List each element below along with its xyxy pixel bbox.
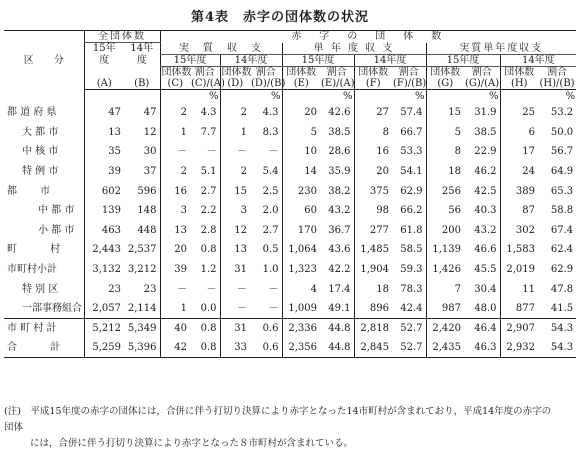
table-cell: 277	[354, 221, 392, 241]
table-cell: 0.5	[262, 244, 279, 256]
table-cell: 58.8	[550, 205, 574, 217]
table-cell: 0.8	[200, 244, 217, 256]
table-cell: 7.7	[200, 126, 217, 138]
table-cell: 1,064	[282, 240, 320, 260]
table-cell: －	[206, 283, 217, 295]
table-cell: 20	[282, 103, 320, 123]
tanendo-header: 単 年 度 収 支	[282, 43, 426, 55]
table-cell: 5.4	[262, 166, 279, 178]
table-cell: 66.2	[400, 205, 423, 217]
table-cell: 877	[500, 299, 538, 319]
table-cell: 8	[354, 123, 392, 143]
table-cell: 200	[426, 221, 464, 241]
table-row	[4, 338, 576, 358]
table-cell: 15	[220, 181, 250, 201]
table-row	[4, 260, 576, 280]
row-label: 中 都 市	[38, 205, 75, 217]
table-cell: 42.6	[328, 107, 351, 119]
table-cell: 53.3	[400, 146, 423, 158]
code-h: (H)	[500, 78, 538, 90]
table-cell: 0.8	[190, 338, 220, 358]
table-cell: 389	[500, 181, 538, 201]
table-cell: 30	[143, 146, 157, 158]
table-cell: 1	[160, 299, 190, 319]
table-cell: 4	[282, 279, 320, 299]
table-cell: 2.2	[200, 205, 217, 217]
year-14-h: 14年度	[500, 54, 576, 66]
table-cell: －	[220, 279, 250, 299]
table-row	[4, 181, 576, 201]
table-cell: 18	[426, 162, 464, 182]
table-cell: 987	[426, 299, 464, 319]
year-15-c: 15年度	[160, 54, 220, 66]
ratio-c: 割合	[194, 66, 215, 78]
y14-top: 14年	[130, 43, 154, 54]
table-cell: 13	[160, 221, 190, 241]
table-cell: 23	[84, 279, 124, 299]
table-cell: 2,907	[500, 319, 538, 339]
code-b: (B)	[124, 78, 160, 90]
table-cell: 5,212	[84, 319, 124, 339]
table-row	[4, 103, 576, 123]
table-cell: 58.5	[400, 244, 423, 256]
zen-header: 全団体数	[84, 31, 160, 43]
table-cell: 7	[426, 279, 464, 299]
table-cell: 28.6	[328, 146, 351, 158]
pct-f: %	[414, 90, 425, 102]
row-label: 合 計	[4, 338, 84, 358]
table-cell: 47.8	[550, 283, 574, 295]
table-cell: －	[206, 146, 217, 158]
table-cell: 1,904	[354, 260, 392, 280]
table-cell: 5,259	[84, 338, 124, 358]
table-cell: 42.4	[400, 302, 423, 314]
table-cell: 375	[354, 181, 392, 201]
table-cell: 602	[84, 181, 124, 201]
cnt-d: 団体数	[221, 66, 252, 78]
table-cell: 2.7	[200, 185, 217, 197]
table-cell: 256	[426, 181, 464, 201]
table-cell: 2.0	[262, 205, 279, 217]
table-cell: 42.5	[474, 185, 497, 197]
code-a: (A)	[84, 78, 124, 90]
table-cell: 66.7	[400, 126, 423, 138]
table-cell: 12	[143, 126, 157, 138]
year-15-g: 15年度	[426, 54, 500, 66]
table-cell: 1.2	[200, 264, 217, 276]
pct-h: %	[565, 90, 576, 102]
table-cell: 0.6	[250, 338, 282, 358]
table-cell: 230	[282, 181, 320, 201]
table-cell: 43.6	[328, 244, 351, 256]
do-15: 度	[84, 54, 124, 66]
table-cell: 3	[220, 201, 250, 221]
table-cell: 41.5	[550, 302, 574, 314]
table-cell: 2,420	[426, 319, 464, 339]
table-cell: 24	[500, 162, 538, 182]
table-cell: 5,349	[124, 319, 160, 339]
table-cell: 39	[160, 260, 190, 280]
table-cell: 2,336	[282, 319, 320, 339]
code-ea: (E)/(A)	[321, 77, 355, 89]
table-cell: 25	[500, 103, 538, 123]
jisshitsu-header: 実 質 収 支	[160, 43, 282, 55]
table-cell: 64.9	[550, 166, 574, 178]
table-cell: 45.5	[474, 264, 497, 276]
table-cell: 3	[160, 201, 190, 221]
year-15-e: 15年度	[282, 54, 354, 66]
table-cell: 2,114	[127, 302, 157, 314]
table-cell: 62.4	[550, 244, 574, 256]
ratio-g: 割合	[471, 66, 492, 78]
table-cell: 33	[220, 338, 250, 358]
table-cell: 2,435	[426, 338, 464, 358]
table-cell: 10	[282, 142, 320, 162]
table-cell: 1	[220, 123, 250, 143]
row-label: 特 別 区	[22, 283, 59, 295]
table-cell: 3,212	[127, 264, 157, 276]
table-cell: －	[268, 146, 279, 158]
table-cell: 5,396	[124, 338, 160, 358]
table-cell: 1	[160, 123, 190, 143]
row-label: 中 核 市	[22, 146, 59, 158]
table-cell: 54.3	[538, 319, 576, 339]
table-cell: 2,818	[354, 319, 392, 339]
table-cell: －	[268, 283, 279, 295]
table-cell: 78.3	[400, 283, 423, 295]
table-cell: 2,356	[282, 338, 320, 358]
pct-g: %	[488, 90, 499, 102]
table-cell: 2.8	[200, 224, 217, 236]
table-cell: 35.9	[328, 166, 351, 178]
year-14-d: 14年度	[220, 54, 282, 66]
code-d: (D)	[220, 78, 250, 90]
table-cell: 59.3	[400, 264, 423, 276]
table-row	[4, 162, 576, 182]
table-cell: 98	[354, 201, 392, 221]
table-cell: 1,323	[282, 260, 320, 280]
table-cell: 16	[160, 181, 190, 201]
table-cell: 56	[426, 201, 464, 221]
table-cell: 2	[220, 162, 250, 182]
table-cell: 48.0	[474, 302, 497, 314]
cnt-e: 団体数	[282, 66, 320, 78]
table-cell: 2,019	[500, 260, 538, 280]
table-cell: 2,845	[354, 338, 392, 358]
table-cell: 2.7	[262, 224, 279, 236]
pct-e: %	[342, 90, 353, 102]
table-cell: 1,485	[354, 240, 392, 260]
table-cell: 0.0	[200, 302, 217, 314]
ratio-h: 割合	[547, 66, 568, 78]
table-cell: 8.3	[262, 126, 279, 138]
table-cell: 13	[220, 240, 250, 260]
ratio-e: 割合	[326, 66, 347, 78]
ratio-f: 割合	[398, 66, 419, 78]
table-cell: 35	[84, 142, 124, 162]
table-cell: 54.3	[538, 338, 576, 358]
table-cell: 67.4	[550, 224, 574, 236]
table-cell: 43.2	[474, 224, 497, 236]
table-cell: 2,057	[84, 299, 124, 319]
table-cell: 2,537	[127, 244, 157, 256]
table-cell: 39	[84, 162, 124, 182]
row-label: 町 村	[7, 244, 61, 256]
table-cell: 56.7	[550, 146, 574, 158]
table-cell: 44.8	[320, 338, 354, 358]
table-cell: 896	[354, 299, 392, 319]
table-cell: 36.7	[328, 224, 351, 236]
table-cell: 596	[137, 185, 157, 197]
table-cell: －	[220, 142, 250, 162]
table-cell: 23	[143, 283, 157, 295]
code-hb: (H)/(B)	[539, 77, 575, 89]
table-cell: 2	[160, 162, 190, 182]
row-label: 大 都 市	[22, 126, 59, 138]
table-cell: 65.3	[550, 185, 574, 197]
table-cell: 2	[160, 103, 190, 123]
table-cell: 0.6	[250, 319, 282, 339]
deficit-table	[4, 30, 576, 358]
table-cell: 1,009	[282, 299, 320, 319]
table-cell: 4.3	[262, 107, 279, 119]
table-cell: 31.9	[474, 107, 497, 119]
row-label: 市町村小計	[7, 264, 57, 276]
table-cell: 52.7	[392, 338, 426, 358]
pct-c: %	[208, 90, 219, 102]
table-cell: 47	[143, 107, 157, 119]
page-title: 第4表 赤字の団体数の状況	[190, 10, 370, 25]
code-f: (F)	[354, 78, 392, 90]
table-cell: 448	[137, 224, 157, 236]
table-cell: 22.9	[474, 146, 497, 158]
table-row	[4, 299, 576, 319]
table-cell: 46.3	[464, 338, 500, 358]
table-cell: 40	[160, 319, 190, 339]
table-cell: 17	[500, 142, 538, 162]
footnote-line-2: には，合併に伴う打切り決算により赤字となった８市町村が含まれている。	[30, 438, 354, 449]
table-cell: 46.6	[474, 244, 497, 256]
table-cell: 60	[282, 201, 320, 221]
table-cell: 40.3	[474, 205, 497, 217]
table-cell: 53.2	[550, 107, 574, 119]
row-label: 一部事務組合	[22, 302, 82, 314]
cnt-g: 団体数	[426, 66, 464, 78]
table-cell: 18	[354, 279, 392, 299]
jtan-header: 実質単年度収支	[426, 43, 576, 55]
table-cell: 38.2	[328, 185, 351, 197]
table-cell: 46.2	[474, 166, 497, 178]
code-db: (D)/(B)	[251, 77, 286, 89]
footnote	[4, 404, 556, 452]
table-cell: 31	[220, 319, 250, 339]
table-cell: 4.3	[200, 107, 217, 119]
table-cell: 13	[84, 123, 124, 143]
table-cell: 42.2	[328, 264, 351, 276]
table-cell: 0.8	[190, 319, 220, 339]
aka-header: 赤 字 の 団 体 数	[160, 31, 576, 43]
table-cell: 5	[282, 123, 320, 143]
table-row	[4, 240, 576, 260]
table-cell: 61.8	[400, 224, 423, 236]
table-cell: 47	[84, 103, 124, 123]
cnt-c: 団体数	[161, 66, 192, 78]
table-cell: 5	[426, 123, 464, 143]
table-cell: －	[220, 299, 250, 319]
table-cell: 15	[426, 103, 464, 123]
table-row	[4, 123, 576, 143]
cnt-f: 団体数	[354, 66, 392, 78]
table-cell: 2,932	[500, 338, 538, 358]
table-cell: 17.4	[328, 283, 351, 295]
table-cell: 42	[160, 338, 190, 358]
table-cell: 31	[220, 260, 250, 280]
table-cell: 43.2	[328, 205, 351, 217]
table-cell: －	[160, 142, 190, 162]
code-fb: (F)/(B)	[393, 77, 427, 89]
table-cell: 37	[143, 166, 157, 178]
table-cell: 1,583	[500, 240, 538, 260]
table-cell: 2,443	[84, 240, 124, 260]
table-cell: 463	[84, 221, 124, 241]
table-cell: 302	[500, 221, 538, 241]
table-cell: －	[160, 279, 190, 299]
table-cell: 87	[500, 201, 538, 221]
table-cell: 54.1	[400, 166, 423, 178]
code-e: (E)	[282, 78, 320, 90]
table-cell: 3,132	[84, 260, 124, 280]
table-cell: 1,426	[426, 260, 464, 280]
code-ca: (C)/(A)	[191, 77, 225, 89]
table-cell: 46.4	[464, 319, 500, 339]
footnote-line-1: (注) 平成15年度の赤字の団体には，合併に伴う打切り決算により赤字となった14市町村が含まれており，平成14年度の赤字の団体	[4, 406, 552, 433]
row-label: 特 例 市	[22, 166, 59, 178]
table-row	[4, 279, 576, 299]
table-cell: 49.1	[328, 302, 351, 314]
table-cell: 20	[354, 162, 392, 182]
row-label: 都 市	[7, 185, 51, 197]
table-cell: 16	[354, 142, 392, 162]
table-cell: 8	[426, 142, 464, 162]
pct-d: %	[270, 90, 281, 102]
code-ga: (G)/(A)	[465, 77, 500, 89]
table-cell: 52.7	[392, 319, 426, 339]
table-cell: 148	[137, 205, 157, 217]
table-cell: 38.5	[328, 126, 351, 138]
table-cell: 38.5	[474, 126, 497, 138]
table-row	[4, 221, 576, 241]
cnt-h: 団体数	[500, 66, 538, 78]
table-cell: 14	[282, 162, 320, 182]
year-14-f: 14年度	[354, 54, 426, 66]
table-cell: 50.0	[550, 126, 574, 138]
table-cell: 1,139	[426, 240, 464, 260]
table-cell: 30.4	[474, 283, 497, 295]
row-label: 小 都 市	[38, 224, 75, 236]
code-g: (G)	[426, 78, 464, 90]
kubun-header: 区 分	[4, 31, 84, 90]
table-cell: 5.1	[200, 166, 217, 178]
table-cell: 6	[500, 123, 538, 143]
table-cell: 2	[220, 103, 250, 123]
table-cell: 27	[354, 103, 392, 123]
table-cell: 139	[84, 201, 124, 221]
table-cell: 1.0	[262, 264, 279, 276]
row-label: 都 道 府 県	[7, 107, 57, 119]
table-cell: 170	[282, 221, 320, 241]
table-cell: －	[268, 302, 279, 314]
table-cell: 20	[160, 240, 190, 260]
table-cell: 62.9	[400, 185, 423, 197]
table-cell: 2.5	[262, 185, 279, 197]
table-row	[4, 319, 576, 339]
table-cell: 44.8	[320, 319, 354, 339]
row-label: 市 町 村 計	[4, 319, 84, 339]
table-cell: 57.4	[400, 107, 423, 119]
table-cell: 12	[220, 221, 250, 241]
code-c: (C)	[160, 78, 190, 90]
table-cell: 11	[500, 279, 538, 299]
y15-top: 15年	[84, 43, 124, 55]
do-14: 度	[136, 54, 147, 66]
table-cell: 62.9	[550, 264, 574, 276]
table-row	[4, 201, 576, 221]
table-row	[4, 142, 576, 162]
ratio-d: 割合	[255, 66, 276, 78]
